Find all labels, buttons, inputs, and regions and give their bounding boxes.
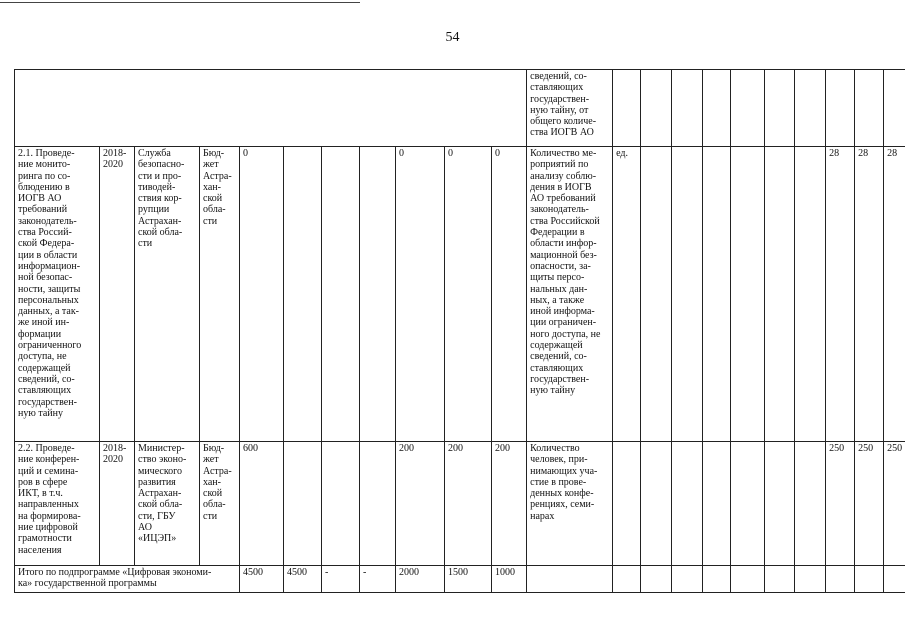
total-value-cell: -: [360, 566, 396, 593]
executor-cell: Служба безопасно- сти и про- тиводей- ствия кор- рупции Астрахан- ской обла- сти: [135, 147, 200, 442]
funding-cell: [322, 442, 360, 566]
empty-cell: [795, 566, 826, 593]
table-row: [15, 147, 905, 442]
continuation-indicator-cell: сведений, со- ставляющих государствен- ную тайну, от общего количе- ства ИОГВ АО: [527, 70, 613, 147]
empty-cell: [765, 566, 795, 593]
top-rule: [0, 2, 360, 3]
target-value-cell: 28: [884, 147, 905, 442]
funding-cell: [284, 147, 322, 442]
indicator-cell: Количество человек, при- нимающих уча- стие в прове- денных конфе- ренциях, семи- нарах: [527, 442, 613, 566]
target-value-cell: 28: [826, 147, 855, 442]
empty-cell: [703, 566, 731, 593]
funding-cell: [322, 147, 360, 442]
table-row: [15, 442, 905, 566]
funding-cell: [360, 442, 396, 566]
empty-cell: [703, 147, 731, 442]
measure-name-cell: 2.1. Проведе- ние монито- ринга по со- блюдению в ИОГВ АО требований законодатель- ства Россий- ской Федера- ции в области информацион- ной безопас- ности, защиты персональных данных, а так- же иной ин- формации ограниченного доступа, не содержащей сведений, со- ставляющих государствен- ную тайну: [15, 147, 100, 442]
total-value-cell: 2000: [396, 566, 445, 593]
total-value-cell: 1500: [445, 566, 492, 593]
page-number: 54: [445, 30, 460, 45]
funding-cell: [284, 442, 322, 566]
funding-cell: 0: [396, 147, 445, 442]
empty-cell: [731, 442, 765, 566]
target-value-cell: 28: [855, 147, 884, 442]
unit-cell: ед.: [613, 147, 641, 442]
empty-cell: [795, 70, 826, 147]
empty-cell: [884, 566, 905, 593]
empty-cell: [703, 442, 731, 566]
empty-cell: [884, 70, 905, 147]
total-row: [15, 566, 905, 593]
executor-cell: Министер- ство эконо- мического развития Астрахан- ской обла- сти, ГБУ АО «ИЦЭП»: [135, 442, 200, 566]
funding-cell: 200: [492, 442, 527, 566]
continuation-row: [15, 70, 905, 147]
target-value-cell: 250: [826, 442, 855, 566]
target-value-cell: 250: [884, 442, 905, 566]
program-table: [14, 69, 905, 593]
empty-cell: [672, 70, 703, 147]
unit-cell: [613, 442, 641, 566]
period-cell: 2018- 2020: [100, 147, 135, 442]
continuation-empty-cell: [15, 70, 527, 147]
empty-cell: [826, 70, 855, 147]
empty-cell: [672, 566, 703, 593]
empty-cell: [641, 566, 672, 593]
empty-cell: [765, 70, 795, 147]
empty-cell: [855, 70, 884, 147]
funding-cell: 0: [492, 147, 527, 442]
target-value-cell: 250: [855, 442, 884, 566]
empty-cell: [795, 442, 826, 566]
empty-cell: [641, 70, 672, 147]
total-value-cell: 4500: [240, 566, 284, 593]
funding-cell: 200: [445, 442, 492, 566]
empty-cell: [731, 70, 765, 147]
empty-cell: [703, 70, 731, 147]
empty-cell: [795, 147, 826, 442]
total-value-cell: 4500: [284, 566, 322, 593]
funding-cell: [360, 147, 396, 442]
empty-cell: [731, 566, 765, 593]
funding-cell: 0: [445, 147, 492, 442]
total-funding-cell: 600: [240, 442, 284, 566]
empty-cell: [527, 566, 613, 593]
empty-cell: [731, 147, 765, 442]
empty-cell: [672, 147, 703, 442]
total-value-cell: 1000: [492, 566, 527, 593]
measure-name-cell: 2.2. Проведе- ние конферен- ций и семина- ров в сфере ИКТ, в т.ч. направленных на формирова- ние цифровой грамотности населения: [15, 442, 100, 566]
empty-cell: [672, 442, 703, 566]
total-value-cell: -: [322, 566, 360, 593]
period-cell: 2018- 2020: [100, 442, 135, 566]
empty-cell: [765, 147, 795, 442]
empty-cell: [855, 566, 884, 593]
funding-source-cell: Бюд- жет Астра- хан- ской обла- сти: [200, 147, 240, 442]
total-label-cell: Итого по подпрограмме «Цифровая экономи- ка» государственной программы: [15, 566, 240, 593]
empty-cell: [641, 147, 672, 442]
empty-cell: [641, 442, 672, 566]
total-funding-cell: 0: [240, 147, 284, 442]
funding-source-cell: Бюд- жет Астра- хан- ской обла- сти: [200, 442, 240, 566]
funding-cell: 200: [396, 442, 445, 566]
indicator-cell: Количество ме- роприятий по анализу соблю- дения в ИОГВ АО требований законодатель- ства Российской Федерации в области инфор- мационной без- опасности, за- щиты персо- нальных дан- ных, а также иной информа- ции ограничен- ного доступа, не содержащей сведений, со- ставляющих государствен- ную тайну: [527, 147, 613, 442]
empty-cell: [613, 70, 641, 147]
empty-cell: [613, 566, 641, 593]
empty-cell: [765, 442, 795, 566]
empty-cell: [826, 566, 855, 593]
